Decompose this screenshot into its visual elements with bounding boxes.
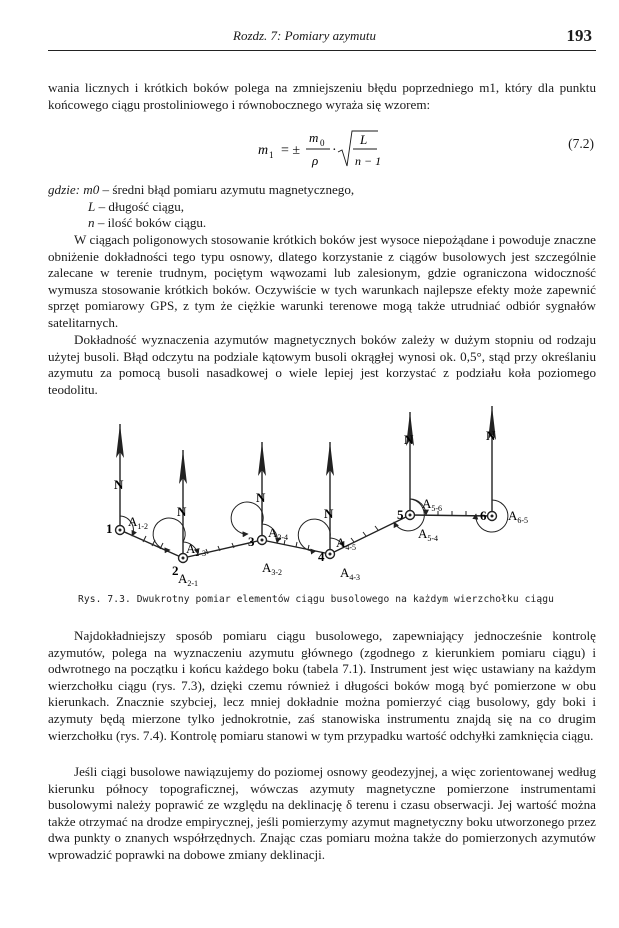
figure-caption: Rys. 7.3. Dwukrotny pomiar elementów ciągu busolowego na każdym wierzchołku ciągu [78,594,554,605]
chapter-title: Rozdz. 7: Pomiary azymutu [233,28,376,43]
point-label-2: 2 [172,563,179,578]
svg-text:A6-5: $A_{6-5}$ [508,508,529,525]
svg-text:A2-1: $A_{2-1}$ [178,571,199,588]
radicand-numerator: L [360,132,368,147]
north-label: N [256,490,266,505]
point-label-5: 5 [397,507,404,522]
equation-number: (7.2) [568,136,594,151]
page-number: 193 [566,26,592,45]
formula-operator: = ± [281,143,301,158]
formula-graphic [0,128,619,172]
north-arrow-4 [324,442,334,554]
intro-paragraph: wania licznych i krótkich boków polega na zmniejszeniu błędu poprzedniego m1, który dla punktu końcowego ciągu prostoliniowego i równobocznego wyraża się wzorem: [48,80,596,112]
formula-numerator-sub: 0 [320,138,325,148]
radicand-denominator: n − 1 [355,154,382,168]
paragraph-declination: Jeśli ciągi busolowe nawiązujemy do poziomej osnowy geodezyjnej, a więc zorientowanej według kierunku północy topograficznej, wówczas azymuty magnetyczne pomierzone instrumentami busolowymi należy poprawić ze względu na deklinację δ terenu i czasu obserwacji. Jej wartość można także otrzymać na drodze empirycznej, jeśli pomierzymy azymut magnetyczny boku utworzonego przez dwa punkty o znanych współrzędnych. Znając czas pomiaru można także do pomierzonych azymutów wprowadzić poprawki na dobowe zmiany deklinacji. [48,764,596,862]
point-label-6: 6 [480,508,487,523]
svg-text:A5-4: $A_{5-4}$ [418,526,439,543]
figure-7-3 [48,402,588,602]
north-arrow-1 [114,424,124,530]
north-arrow-6 [486,406,496,516]
north-label: N [404,432,414,447]
formula-lhs-sub: 1 [269,150,274,160]
formula-numerator: m [309,130,319,145]
paragraph-method: Najdokładniejszy sposób pomiaru ciągu busolowego, zapewniający jednocześnie kontrolę azymutów, polega na wyznaczeniu azymutu głównego (zgodnego z kierunkiem pomiaru ciągu) i odwrotnego na początku i końcu każdego boku (tabela 7.1). Instrument jest więc ustawiany na każdym wierzchołku ciągu (rys. 7.3), dzięki czemu również i długości boków mogą być pomierzone w obu kierunkach. Znacznie szybciej, lecz mniej dokładnie można pomierzyć ciąg busolowy, gdy boki i azymuty będą mierzone tylko jednokrotnie, zaś stanowiska instrumentu znajdą się na co drugim wierzchołku (rys. 7.4). Kontrolę pomiaru stanowi w tym przypadku wartość odchyłki zamknięcia ciągu. [48,628,596,743]
north-label: N [114,477,124,492]
formula-dot: · [332,143,337,158]
paragraph-short-sides: W ciągach poligonowych stosowanie krótkich boków jest wysoce niepożądane i powoduje znaczne obniżenie dokładności tego typu osnowy, dlatego korzystanie z ciągów busolowych jest szczególnie zalecane w terenie trudnym, pociętym wąwozami lub zalesionym, gdzie ograniczona widoczność wymusza stosowanie krótkich boków. Oczywiście w tych warunkach najlepsze efekty może zapewnić sprzęt pomiarowy GPS, z tym że ciężkie warunki terenowe mogą także utrudniać odbiór sygnałów satelitarnych. [48,232,596,330]
definitions [48,182,354,232]
definition-L: L – długość ciągu, [88,198,185,214]
formula-denominator: ρ [312,153,319,168]
formula-7-2 [0,128,619,172]
north-label: N [324,506,334,521]
svg-text:A4-5: $A_{4-5}$ [336,535,357,552]
north-arrow-3 [256,442,266,540]
north-label: N [486,428,496,443]
svg-text:A2-3: $A_{2-3}$ [186,541,207,558]
svg-text:A4-3: $A_{4-3}$ [340,565,361,582]
svg-text:A3-4: $A_{3-4}$ [268,525,289,542]
traverse-diagram [48,402,588,602]
formula-lhs: m [258,143,269,158]
running-header [48,28,596,51]
definition-n: n – ilość boków ciągu. [88,215,207,231]
definition-m0: gdzie: m0 – średni błąd pomiaru azymutu magnetycznego, [48,182,355,197]
svg-text:A5-6: $A_{5-6}$ [422,496,443,513]
point-label-4: 4 [318,549,325,564]
svg-text:A1-2: $A_{1-2}$ [128,514,149,531]
point-label-1: 1 [106,521,113,536]
svg-text:A3-2: $A_{3-2}$ [262,560,283,577]
north-label: N [177,504,187,519]
point-label-3: 3 [248,534,255,549]
paragraph-accuracy: Dokładność wyznaczenia azymutów magnetycznych boków zależy w dużym stopniu od rodzaju użytej busoli. Błąd odczytu na podziale kątowym busoli okrągłej wynosi ok. 0,5°, stąd przy określaniu azymutu za pomocą busoli nasadkowej o wiele lepiej jest korzystać z podziału koła poziomego teodolitu. [48,332,596,397]
